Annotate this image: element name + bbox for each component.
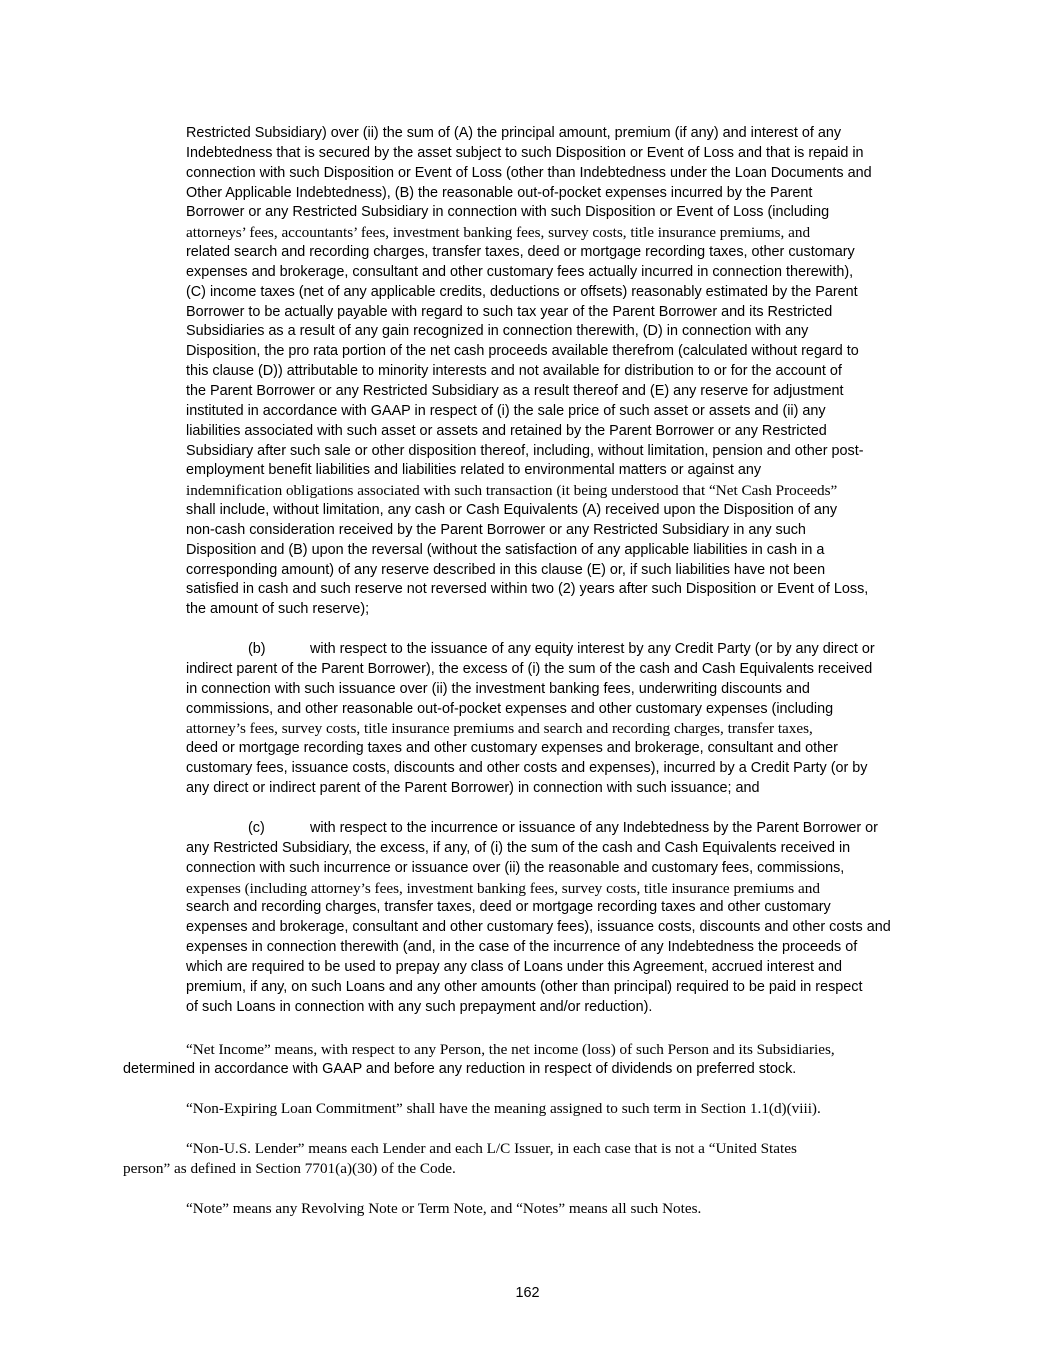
definition-note [186,1199,701,1219]
text-line: expenses and brokerage, consultant and other customary fees actually incurred in connection therewith), [186,263,854,280]
text-line: connection with such Disposition or Event of Loss (other than Indebtedness under the Loan Documents and [186,164,872,181]
definition-net-income [123,1040,835,1080]
text-line: employment benefit liabilities and liabilities related to environmental matters or against any [186,462,762,479]
text-line: Borrower to be actually payable with regard to such tax year of the Parent Borrower and its Restricted [186,303,833,320]
text-line: attorneys’ fees, accountants’ fees, investment banking fees, survey costs, title insurance premiums, and [186,224,811,242]
definition-wrap-line: determined in accordance with GAAP and before any reduction in respect of dividends on preferred stock. [123,1060,797,1077]
text-line: Subsidiaries as a result of any gain recognized in connection therewith, (D) in connection with any [186,323,809,340]
text-line: instituted in accordance with GAAP in respect of (i) the sale price of such asset or assets and (ii) any [186,402,826,419]
text-line: related search and recording charges, transfer taxes, deed or mortgage recording taxes, other customary [186,244,855,261]
text-line: indemnification obligations associated with such transaction (it being understood that “Net Cash Proceeds” [186,482,838,500]
clause-c-first-line [186,819,946,839]
text-line: expenses (including attorney’s fees, investment banking fees, survey costs, title insurance premiums and [186,879,820,897]
text-line: any Restricted Subsidiary, the excess, if any, of (i) the sum of the cash and Cash Equivalents received in [186,839,851,856]
text-line: Other Applicable Indebtedness), (B) the reasonable out-of-pocket expenses incurred by the Parent [186,184,813,201]
text-line: liabilities associated with such asset or assets and retained by the Parent Borrower or any Restricted [186,422,827,439]
definition-non-expiring-loan-commitment [186,1099,821,1119]
text-line: customary fees, issuance costs, discounts and other costs and expenses), incurred by a Credit Party (or by [186,760,868,777]
clause-b [186,640,946,799]
definition-first-line: “Non-U.S. Lender” means each Lender and each L/C Issuer, in each case that is not a “United States [186,1140,797,1157]
text-line: corresponding amount) of any reserve described in this clause (E) or, if such liabilities have not been [186,561,826,578]
text-line: the Parent Borrower or any Restricted Subsidiary as a result thereof and (E) any reserve for adjustment [186,382,844,399]
definition-first-line: “Net Income” means, with respect to any Person, the net income (loss) of such Person and its Subsidiaries, [186,1041,835,1058]
text-line: indirect parent of the Parent Borrower), the excess of (i) the sum of the cash and Cash Equivalents received [186,660,873,677]
text-line: non-cash consideration received by the Parent Borrower or any Restricted Subsidiary in any such [186,521,806,538]
definition-first-line: “Non-Expiring Loan Commitment” shall have the meaning assigned to such term in Section 1.1(d)(viii). [186,1100,821,1117]
text-line: search and recording charges, transfer taxes, deed or mortgage recording taxes and other customary [186,899,831,916]
text-line: premium, if any, on such Loans and any other amounts (other than principal) required to be paid in respect [186,978,863,995]
clause-b-label: (b) [248,641,266,657]
page-number: 162 [515,1285,540,1301]
text-line: any direct or indirect parent of the Parent Borrower) in connection with such issuance; and [186,779,760,796]
text-line: Indebtedness that is secured by the asset subject to such Disposition or Event of Loss and that is repaid in [186,144,864,161]
text-line: Restricted Subsidiary) over (ii) the sum of (A) the principal amount, premium (if any) and interest of any [186,125,842,141]
text-line: in connection with such issuance over (ii) the investment banking fees, underwriting discounts and [186,680,810,697]
text-line: attorney’s fees, survey costs, title insurance premiums and search and recording charges, transfer taxes, [186,720,813,738]
text-line: deed or mortgage recording taxes and other customary expenses and brokerage, consultant and other [186,740,838,757]
clause-a-continuation [186,124,946,620]
text-line: of such Loans in connection with any such prepayment and/or reduction). [186,998,653,1015]
text-line: commissions, and other reasonable out-of-pocket expenses and other customary expenses (including [186,700,834,717]
text-line: connection with such incurrence or issuance over (ii) the reasonable and customary fees, commissions, [186,859,845,876]
text-line: shall include, without limitation, any cash or Cash Equivalents (A) received upon the Disposition of any [186,502,838,519]
text-line: which are required to be used to prepay any class of Loans under this Agreement, accrued interest and [186,958,842,975]
text-line: satisfied in cash and such reserve not reversed within two (2) years after such Disposition or Event of Loss, [186,581,869,598]
clause-c [186,819,946,1017]
clause-b-text: with respect to the issuance of any equity interest by any Credit Party (or by any direct or [310,641,875,657]
definition-wrap-line: person” as defined in Section 7701(a)(30) of the Code. [123,1159,456,1177]
text-line: Disposition, the pro rata portion of the net cash proceeds available therefrom (calculated without regard to [186,343,859,360]
definition-first-line: “Note” means any Revolving Note or Term Note, and “Notes” means all such Notes. [186,1200,702,1217]
text-line: expenses and brokerage, consultant and other customary fees), issuance costs, discounts and other costs and [186,919,891,936]
text-line: this clause (D)) attributable to minority interests and not available for distribution to or for the account of [186,363,842,380]
text-line: Subsidiary after such sale or other disposition thereof, including, without limitation, pension and other post- [186,442,864,459]
text-line: expenses in connection therewith (and, in the case of the incurrence of any Indebtedness the proceeds of [186,939,858,956]
text-line: Borrower or any Restricted Subsidiary in connection with such Disposition or Event of Loss (including [186,204,830,221]
text-line: the amount of such reserve); [186,601,370,618]
clause-c-text: with respect to the incurrence or issuance of any Indebtedness by the Parent Borrower or [310,820,878,836]
text-line: (C) income taxes (net of any applicable credits, deductions or offsets) reasonably estimated by the Parent [186,283,858,300]
clause-c-label: (c) [248,820,265,836]
definition-non-us-lender [123,1139,797,1179]
clause-b-first-line [186,640,946,660]
text-line: Disposition and (B) upon the reversal (without the satisfaction of any applicable liabilities in cash in a [186,541,825,558]
